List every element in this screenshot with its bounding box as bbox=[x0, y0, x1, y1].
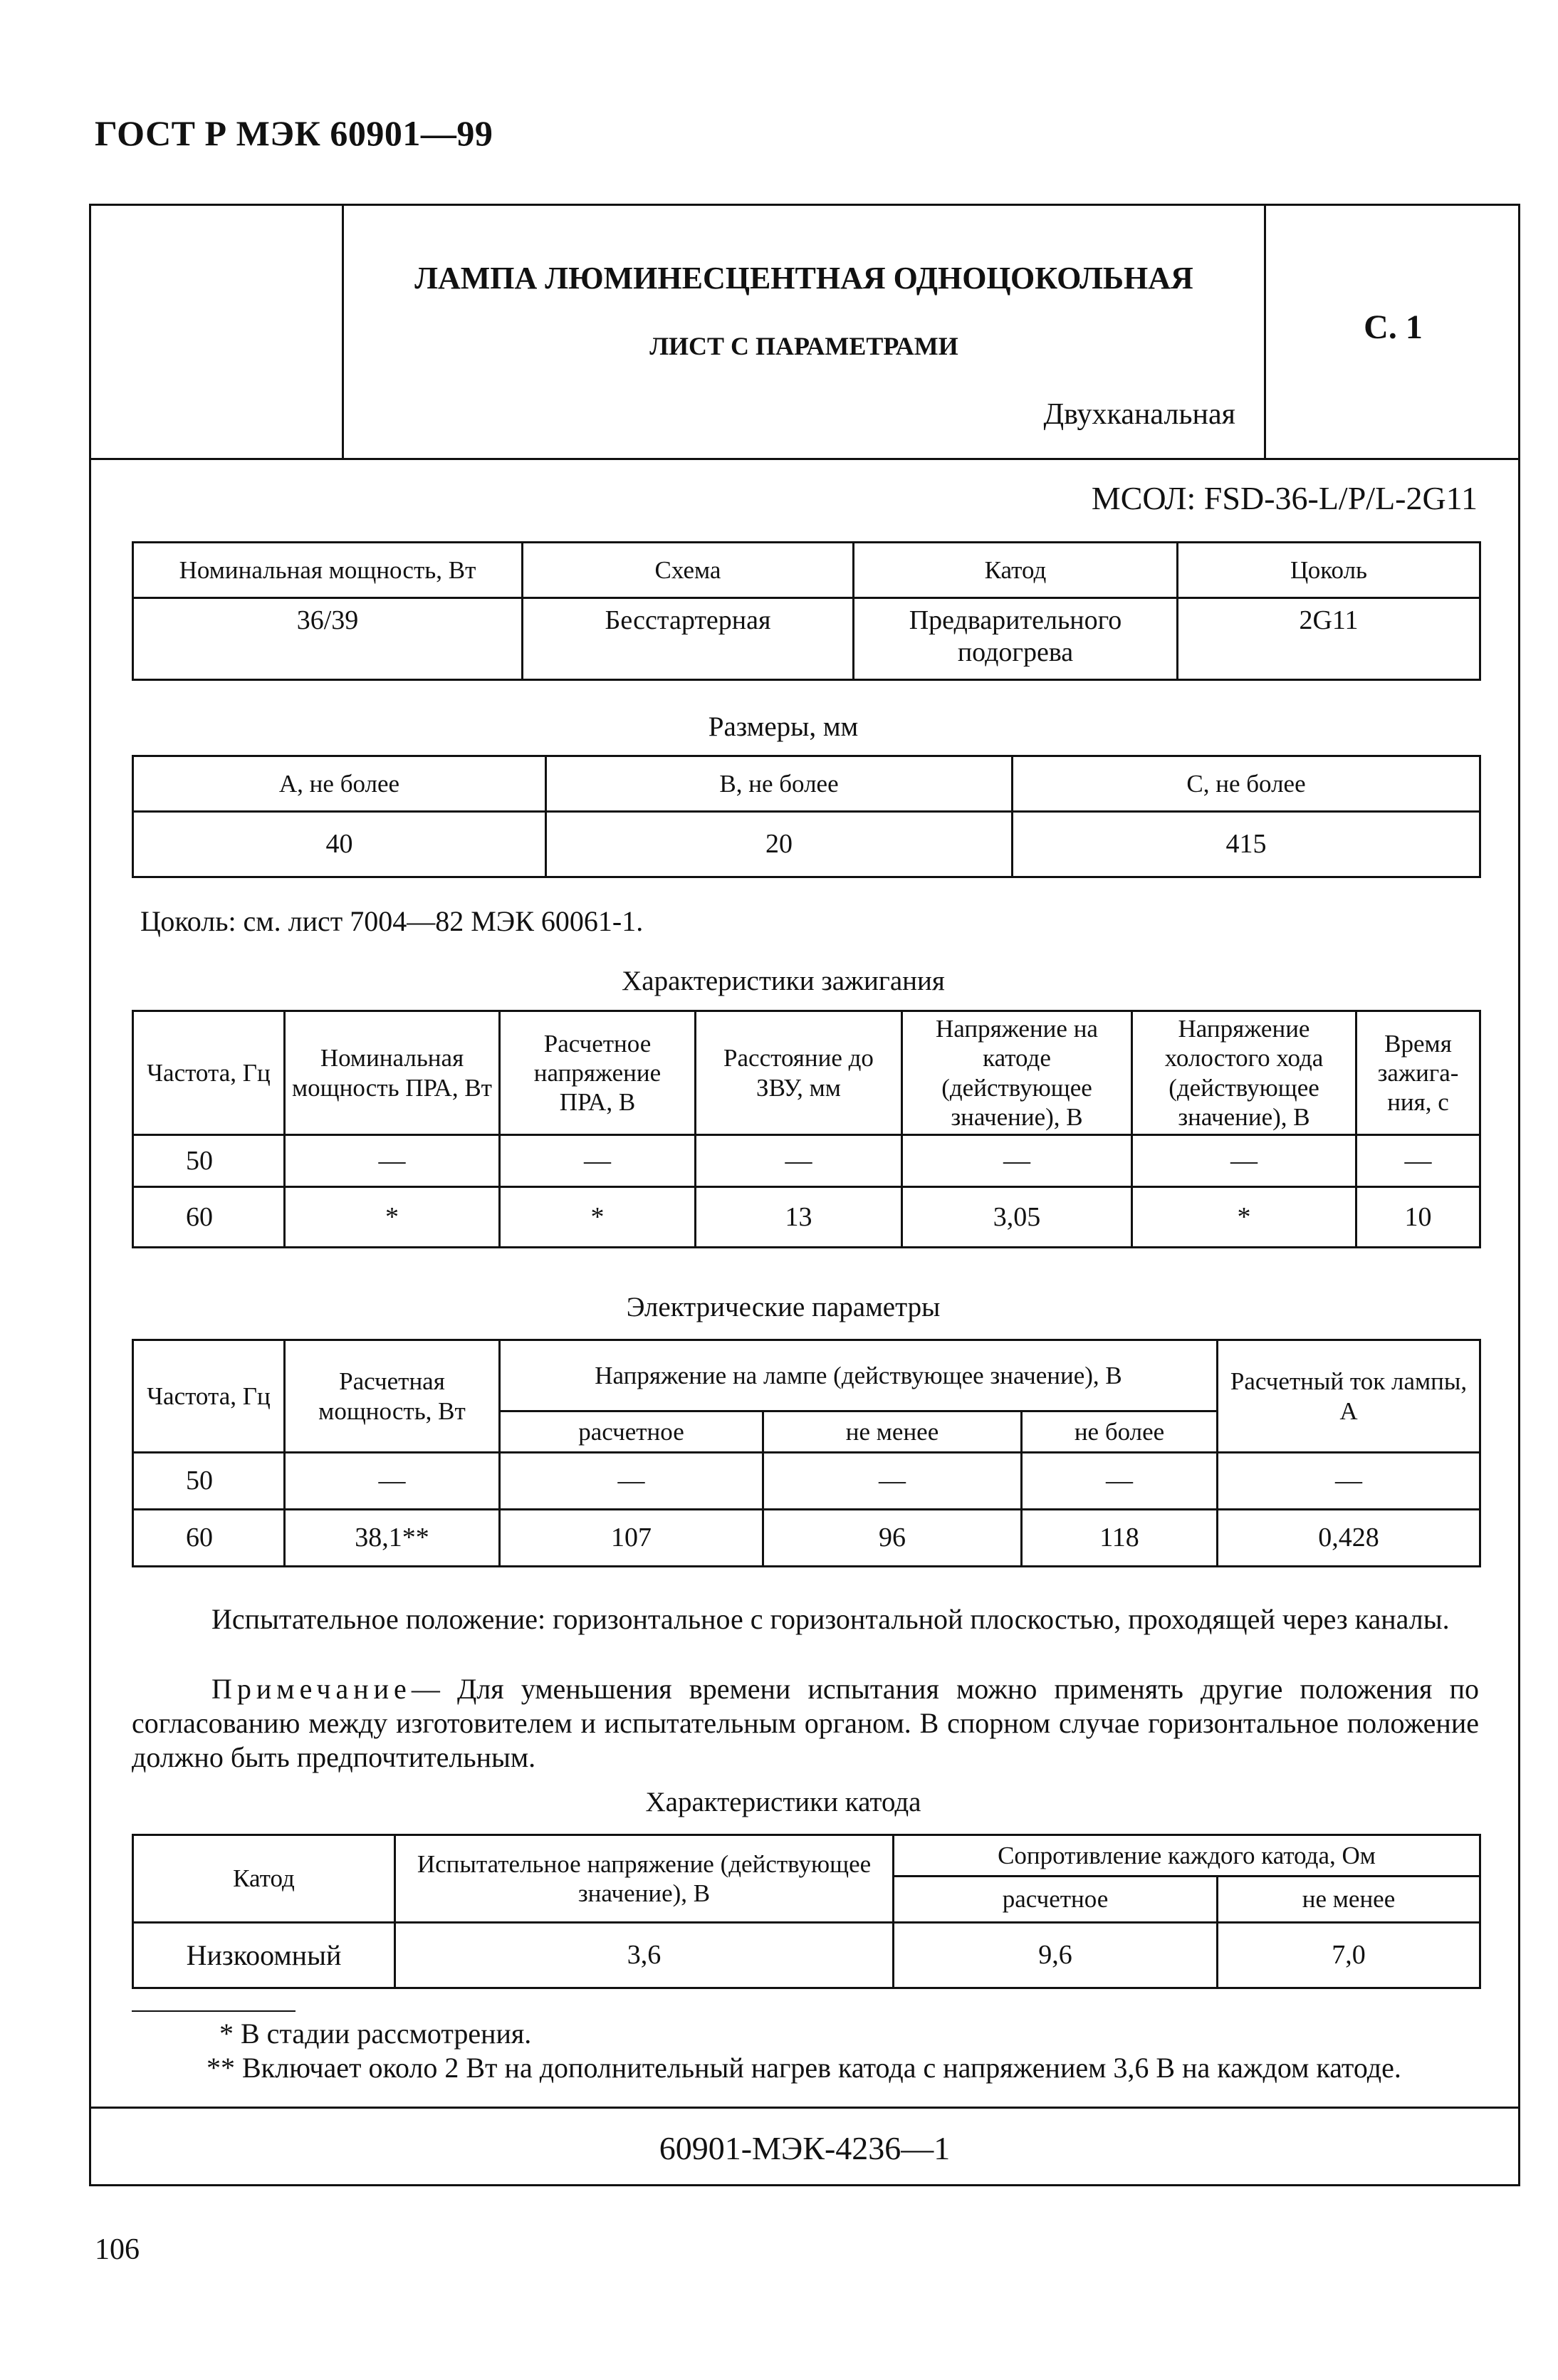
value-dim-c: 415 bbox=[1013, 812, 1480, 877]
electrical-caption: Электрические параметры bbox=[626, 1292, 941, 1322]
cathode-caption: Характеристики катода bbox=[645, 1787, 921, 1817]
cathode-type-value: Низкоомный bbox=[133, 1923, 395, 1988]
header-ballast-power: Номинальная мощность ПРА, Вт bbox=[285, 1011, 500, 1135]
electrical-row-50-cell: — bbox=[1022, 1453, 1218, 1510]
electrical-table bbox=[132, 1339, 1481, 1567]
header-voltage-max: не более bbox=[1022, 1411, 1218, 1453]
resistance-min-value: 7,0 bbox=[1218, 1923, 1480, 1988]
value-base: 2G11 bbox=[1178, 598, 1480, 680]
header-base: Цоколь bbox=[1178, 543, 1480, 598]
header-el-frequency: Частота, Гц bbox=[133, 1340, 285, 1453]
header-dim-a: A, не более bbox=[133, 756, 546, 812]
header-power: Номинальная мощность, Вт bbox=[133, 543, 523, 598]
header-cathode-voltage: Напряжение на катоде (действующее значение), В bbox=[902, 1011, 1132, 1135]
note-paragraph bbox=[132, 1672, 1479, 1775]
header-ignition-time: Время зажига-ния, с bbox=[1356, 1011, 1480, 1135]
footnote-1: * В стадии рассмотрения. bbox=[219, 2018, 532, 2050]
header-resistance: Сопротивление каждого катода, Ом bbox=[894, 1835, 1480, 1877]
footnote-rule bbox=[132, 2010, 296, 2012]
electrical-row-60-cell: 107 bbox=[500, 1510, 763, 1567]
header-dim-c: C, не более bbox=[1013, 756, 1480, 812]
value-scheme: Бесстартерная bbox=[523, 598, 854, 680]
ignition-row-50-cell: — bbox=[696, 1135, 902, 1187]
cathode-table bbox=[132, 1834, 1481, 1989]
note-label: Примечание bbox=[211, 1673, 412, 1705]
page-number: 106 bbox=[95, 2233, 140, 2266]
header-ballast-voltage: Расчетное напряжение ПРА, В bbox=[500, 1011, 696, 1135]
electrical-row-60-cell: 0,428 bbox=[1218, 1510, 1480, 1567]
electrical-row-50-freq: 50 bbox=[133, 1453, 285, 1510]
header-el-power: Расчетная мощность, Вт bbox=[285, 1340, 500, 1453]
electrical-row-50-cell: — bbox=[1218, 1453, 1480, 1510]
dimensions-table bbox=[132, 755, 1481, 878]
resistance-rated-value: 9,6 bbox=[894, 1923, 1218, 1988]
ignition-row-60-cell: * bbox=[1132, 1187, 1356, 1248]
footer-line bbox=[89, 2107, 1520, 2109]
header-cathode: Катод bbox=[854, 543, 1178, 598]
ignition-row-60-freq: 60 bbox=[133, 1187, 285, 1248]
header-voltage-rated: расчетное bbox=[500, 1411, 763, 1453]
electrical-row-50-cell: — bbox=[500, 1453, 763, 1510]
electrical-row-50-cell: — bbox=[763, 1453, 1022, 1510]
ignition-row-50-cell: — bbox=[500, 1135, 696, 1187]
value-dim-a: 40 bbox=[133, 812, 546, 877]
ignition-row-50-cell: — bbox=[1356, 1135, 1480, 1187]
sheet-code: 60901-МЭК-4236—1 bbox=[659, 2130, 951, 2166]
electrical-row-60-freq: 60 bbox=[133, 1510, 285, 1567]
electrical-row-60-cell: 38,1** bbox=[285, 1510, 500, 1567]
header-resistance-min: не менее bbox=[1218, 1877, 1480, 1923]
sheet-subtitle: ЛИСТ С ПАРАМЕТРАМИ bbox=[649, 332, 958, 360]
ignition-row-60-cell: 13 bbox=[696, 1187, 902, 1248]
header-frequency: Частота, Гц bbox=[133, 1011, 285, 1135]
header-scheme: Схема bbox=[523, 543, 854, 598]
header-lamp-voltage: Напряжение на лампе (действующее значение), В bbox=[500, 1340, 1218, 1411]
ignition-row-60-cell: * bbox=[285, 1187, 500, 1248]
ignition-row-50-freq: 50 bbox=[133, 1135, 285, 1187]
test-voltage-value: 3,6 bbox=[395, 1923, 894, 1988]
lamp-designation: МСОЛ: FSD-36-L/P/L-2G11 bbox=[1091, 480, 1478, 516]
value-power: 36/39 bbox=[133, 598, 523, 680]
ignition-row-50-cell: — bbox=[1132, 1135, 1356, 1187]
ignition-row-50-cell: — bbox=[902, 1135, 1132, 1187]
ignition-table bbox=[132, 1010, 1481, 1248]
header-distance: Расстояние до ЗВУ, мм bbox=[696, 1011, 902, 1135]
lamp-type: Двухканальная bbox=[1043, 398, 1235, 431]
header-test-voltage: Испытательное напряжение (действующее значение), В bbox=[395, 1835, 894, 1923]
page-label: С. 1 bbox=[1364, 308, 1423, 346]
header-open-circuit-voltage: Напряжение холостого хода (действующее значение), В bbox=[1132, 1011, 1356, 1135]
base-note: Цоколь: см. лист 7004—82 МЭК 60061-1. bbox=[140, 905, 644, 937]
electrical-row-50-cell: — bbox=[285, 1453, 500, 1510]
header-lamp-current: Расчетный ток лампы, А bbox=[1218, 1340, 1480, 1453]
electrical-row-60-cell: 96 bbox=[763, 1510, 1022, 1567]
electrical-row-60-cell: 118 bbox=[1022, 1510, 1218, 1567]
header-resistance-rated: расчетное bbox=[894, 1877, 1218, 1923]
ignition-row-50-cell: — bbox=[285, 1135, 500, 1187]
ignition-caption: Характеристики зажигания bbox=[622, 966, 945, 996]
ignition-row-60-cell: 3,05 bbox=[902, 1187, 1132, 1248]
dimensions-caption: Размеры, мм bbox=[708, 711, 859, 742]
header-dim-b: B, не более bbox=[546, 756, 1013, 812]
title-block-bottom-line bbox=[89, 458, 1520, 460]
ignition-row-60-cell: 10 bbox=[1356, 1187, 1480, 1248]
footnote-2: ** Включает около 2 Вт на дополнительный нагрев катода с напряжением 3,6 В на каждом катоде. bbox=[206, 2052, 1401, 2084]
header-cathode-type: Катод bbox=[133, 1835, 395, 1923]
ignition-row-60-cell: * bbox=[500, 1187, 696, 1248]
note-text: — Для уменьшения времени испытания можно применять другие положения по согласованию между изготовителем и испытательным органом. В спорном случае горизонтальное положение должно быть предпочтительным. bbox=[132, 1673, 1479, 1773]
value-dim-b: 20 bbox=[546, 812, 1013, 877]
main-parameters-table bbox=[132, 541, 1481, 681]
value-cathode: Предварительного подогрева bbox=[854, 598, 1178, 680]
sheet-title: ЛАМПА ЛЮМИНЕСЦЕНТНАЯ ОДНОЦОКОЛЬНАЯ bbox=[414, 261, 1193, 296]
header-voltage-min: не менее bbox=[763, 1411, 1022, 1453]
test-position-text: Испытательное положение: горизонтальное с горизонтальной плоскостью, проходящей через каналы. bbox=[211, 1603, 1450, 1635]
document-id: ГОСТ Р МЭК 60901—99 bbox=[95, 113, 493, 153]
